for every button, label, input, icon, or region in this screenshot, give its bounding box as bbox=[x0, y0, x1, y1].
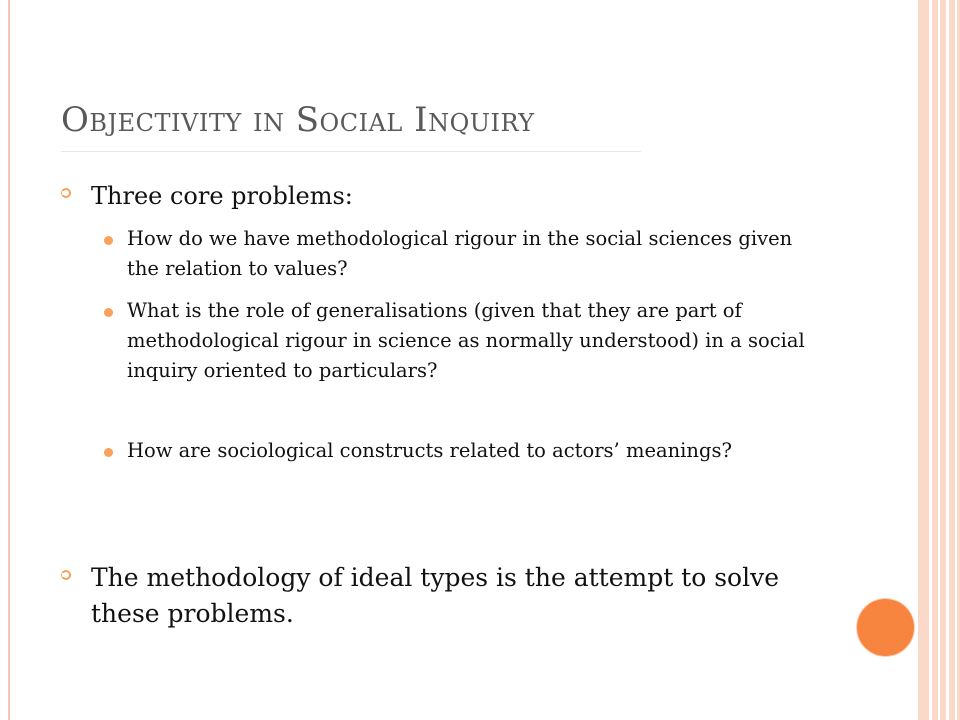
panel-stripe bbox=[929, 0, 932, 720]
panel-stripe bbox=[955, 0, 957, 720]
title-underline bbox=[61, 151, 641, 152]
dot-bullet-icon bbox=[104, 236, 113, 245]
dot-bullet-icon bbox=[104, 448, 113, 457]
dot-bullet-icon bbox=[104, 308, 113, 317]
bullet-item bbox=[91, 180, 851, 212]
decorative-circle bbox=[857, 599, 914, 656]
bullet-text: Three core problems: bbox=[91, 182, 353, 210]
hollow-bullet-icon bbox=[61, 188, 71, 198]
subbullet-text: What is the role of generalisations (given that they are part of methodological rigour in science as normally understood) in a social inquiry oriented to particulars? bbox=[127, 299, 805, 382]
subbullet-item bbox=[127, 436, 807, 466]
panel-stripe bbox=[938, 0, 940, 720]
subbullet-text: How do we have methodological rigour in the social sciences given the relation to values? bbox=[127, 227, 793, 280]
hollow-bullet-icon bbox=[61, 570, 71, 580]
subbullet-text: How are sociological constructs related to actors’ meanings? bbox=[127, 439, 732, 462]
bullet-text: The methodology of ideal types is the attempt to solve these problems. bbox=[91, 563, 780, 628]
bullet-item bbox=[91, 560, 851, 632]
slide-title: Objectivity in Social Inquiry bbox=[61, 100, 535, 140]
subbullet-item bbox=[127, 224, 807, 284]
left-border-line bbox=[8, 0, 10, 720]
panel-stripe bbox=[946, 0, 949, 720]
subbullet-item bbox=[127, 296, 807, 386]
